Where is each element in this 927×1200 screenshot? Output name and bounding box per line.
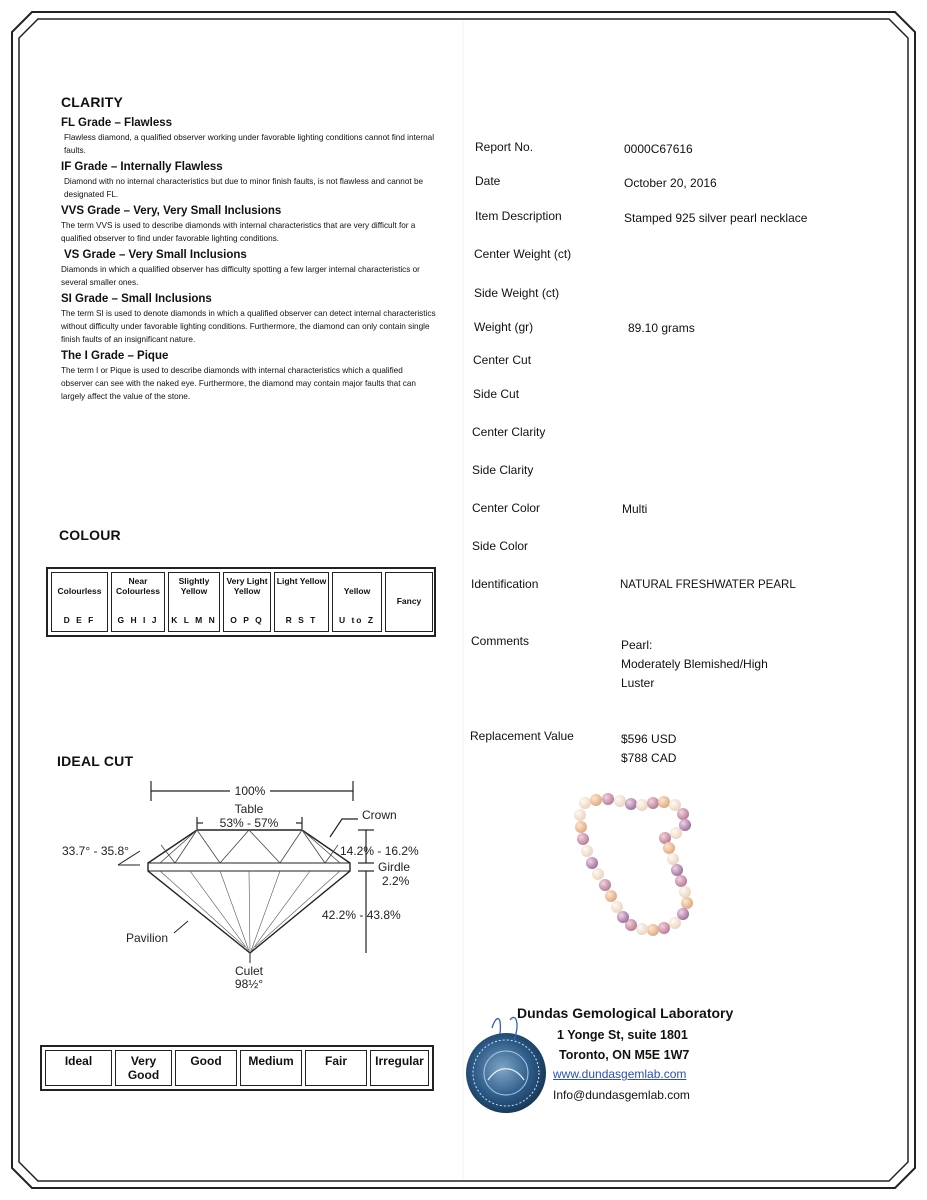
identification-value: NATURAL FRESHWATER PEARL: [620, 579, 796, 591]
girdle-value-label: 2.2%: [382, 874, 410, 888]
culet-value-label: 98½°: [234, 977, 264, 991]
colour-cell-near-colourless: [111, 572, 165, 632]
grade-vvs-desc: The term VVS is used to describe diamonds with internal characteristics that are very difficult for a qualified observer to find under favorable lighting conditions.: [61, 221, 416, 243]
center-color-value: Multi: [622, 502, 648, 516]
table-label: Table: [234, 802, 264, 816]
colour-cell-name: Yellow: [343, 586, 371, 596]
side-cut-label: Side Cut: [473, 387, 520, 401]
grade-vvs: [61, 205, 439, 245]
identification-label: Identification: [471, 577, 539, 591]
grade-if-title: IF Grade – Internally Flawless: [61, 161, 223, 173]
grade-si-desc: The term SI is used to denote diamonds in which a qualified observer can detect internal characteristics without difficulty under favorable lighting conditions. Furthermore, the diamond can only contain single finish faults of an insignificant nature.: [61, 309, 436, 344]
date-value: October 20, 2016: [624, 176, 717, 190]
lab-website-link[interactable]: www.dundasgemlab.com: [553, 1067, 687, 1081]
grade-fl-title: FL Grade – Flawless: [61, 117, 173, 129]
colour-cell-grades: R S T: [285, 615, 318, 625]
lab-seal-icon: [458, 1010, 558, 1120]
grade-if: [61, 161, 439, 201]
grade-i: [61, 350, 439, 403]
side-weight-label: Side Weight (ct): [474, 286, 560, 300]
report-no-label: Report No.: [475, 140, 534, 154]
center-color-label: Center Color: [472, 501, 541, 515]
colour-cell-grades: O P Q: [230, 615, 264, 625]
colour-cell-yellow: [332, 572, 382, 632]
grade-vs: [61, 249, 439, 289]
center-clarity-label: Center Clarity: [472, 425, 546, 439]
lab-address-line1: 1 Yonge St, suite 1801: [557, 1028, 688, 1042]
weight-label: Weight (gr): [474, 320, 534, 334]
item-description-label: Item Description: [475, 209, 562, 223]
side-color-label: Side Color: [472, 539, 529, 553]
pavilion-depth-label: 42.2% - 43.8%: [322, 908, 401, 922]
ideal-cut-heading: IDEAL CUT: [57, 753, 134, 769]
colour-heading: COLOUR: [59, 527, 121, 543]
colour-cell-light-yellow: [274, 572, 329, 632]
colour-cell-name: Fancy: [396, 595, 422, 606]
colour-cell-colourless: [51, 572, 108, 632]
replacement-value-label: Replacement Value: [470, 729, 574, 743]
girdle-label: Girdle: [378, 860, 411, 874]
width-percent-label: 100%: [234, 784, 266, 798]
colour-cell-slightly-yellow: [168, 572, 220, 632]
grade-si: [61, 293, 439, 346]
grade-i-desc: The term I or Pique is used to describe diamonds with internal characteristics which a qualified observer can see with the naked eye. Furthermore, the diamond may contain major faults that can largely affect the value of the stone.: [61, 366, 416, 401]
crown-height-label: 14.2% - 16.2%: [340, 844, 419, 858]
cut-grade-fair: Fair: [305, 1050, 367, 1086]
grade-vs-desc: Diamonds in which a qualified observer has difficulty spotting a few larger internal characteristics or several smaller ones.: [61, 265, 420, 287]
grade-fl-desc: Flawless diamond, a qualified observer working under favorable lighting conditions cannot find internal faults.: [64, 133, 435, 155]
replacement-value: [621, 730, 676, 768]
date-label: Date: [475, 174, 501, 188]
grade-fl: [61, 117, 439, 157]
colour-cell-grades: D E F: [63, 615, 96, 625]
center-weight-label: Center Weight (ct): [474, 247, 572, 261]
colour-cell-name: Slightly Yellow: [178, 576, 210, 596]
colour-cell-name: Light Yellow: [276, 576, 327, 586]
comments-label: Comments: [471, 634, 530, 648]
diamond-icon: [148, 830, 350, 953]
replacement-cad: $788 CAD: [621, 751, 677, 765]
center-cut-label: Center Cut: [473, 353, 532, 367]
cut-grade-irregular: Irregular: [370, 1050, 429, 1086]
colour-cell-grades: U to Z: [338, 615, 376, 625]
comments-line: Luster: [621, 676, 655, 690]
clarity-grades: [61, 117, 439, 407]
replacement-usd: $596 USD: [621, 732, 677, 746]
crown-label: Crown: [362, 808, 397, 822]
colour-cell-very-light-yellow: [223, 572, 271, 632]
clarity-heading: CLARITY: [61, 94, 124, 110]
cut-grade-medium: Medium: [240, 1050, 302, 1086]
cut-grade-very-good: Very Good: [115, 1050, 172, 1086]
colour-cell-grades: G H I J: [117, 615, 159, 625]
grade-si-title: SI Grade – Small Inclusions: [61, 293, 212, 305]
grade-vs-title: VS Grade – Very Small Inclusions: [64, 249, 247, 261]
colour-cell-name: Colourless: [57, 586, 102, 596]
grade-if-desc: Diamond with no internal characteristics but due to minor finish faults, is not flawless and cannot be designated FL.: [64, 177, 424, 199]
comments-value: [621, 636, 768, 693]
colour-scale-table: [46, 567, 436, 637]
crown-angle-label: 33.7° - 35.8°: [62, 844, 129, 858]
comments-line: Moderately Blemished/High: [621, 657, 768, 671]
report-no-value: 0000C67616: [624, 142, 693, 156]
cut-grade-good: Good: [175, 1050, 237, 1086]
side-clarity-label: Side Clarity: [472, 463, 534, 477]
cut-grade-table: [40, 1045, 434, 1091]
item-description-value: Stamped 925 silver pearl necklace: [624, 211, 808, 225]
grade-i-title: The I Grade – Pique: [61, 350, 169, 362]
weight-value: 89.10 grams: [628, 321, 695, 335]
colour-cell-fancy: [385, 572, 433, 632]
colour-cell-name: Near Colourless: [116, 576, 160, 596]
cut-grade-ideal: Ideal: [45, 1050, 112, 1086]
colour-cell-grades: K L M N: [171, 615, 217, 625]
lab-name: Dundas Gemological Laboratory: [517, 1005, 734, 1021]
grade-vvs-title: VVS Grade – Very, Very Small Inclusions: [61, 205, 282, 217]
table-range-label: 53% - 57%: [219, 816, 279, 830]
pearl-necklace-photo: [565, 785, 705, 945]
colour-cell-name: Very Light Yellow: [226, 576, 268, 596]
comments-line: Pearl:: [621, 638, 653, 652]
pavilion-label: Pavilion: [126, 931, 169, 945]
ideal-cut-diagram: [40, 775, 440, 995]
culet-label: Culet: [234, 964, 264, 978]
lab-email[interactable]: Info@dundasgemlab.com: [553, 1088, 690, 1102]
lab-address-line2: Toronto, ON M5E 1W7: [559, 1048, 690, 1062]
